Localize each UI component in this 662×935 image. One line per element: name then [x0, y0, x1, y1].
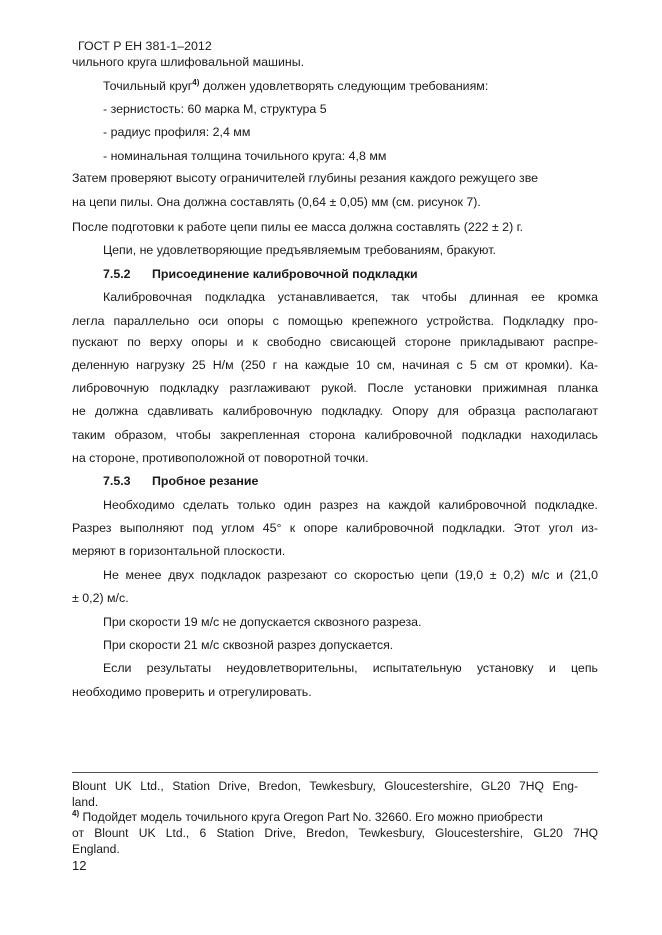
- body-line: необходимо проверить и отрегулировать.: [72, 685, 312, 699]
- body-line: После подготовки к работе цепи пилы ее масса должна составлять (222 ± 2) г.: [72, 220, 524, 234]
- body-line: Разрез выполняют под углом 45° к опоре калибровочной подкладки. Этот угол из-: [72, 521, 598, 535]
- list-item: - зернистость: 60 марка M, структура 5: [103, 102, 327, 116]
- body-line: не должна сдавливать калибровочную подкладку. Опору для образца располагают: [72, 404, 598, 418]
- footnote-line: England.: [72, 842, 120, 856]
- section-title-7-5-2: Присоединение калибровочной подкладки: [152, 267, 418, 281]
- body-line: ± 0,2) м/с.: [72, 591, 129, 605]
- body-line: либровочную подкладку разглаживают рукой. После установки прижимная планка: [72, 381, 598, 395]
- body-line: на стороне, противоположной от поворотной точки.: [72, 451, 369, 465]
- footnote-4: $^{4)}$ Подойдет модель точильного круга Oregon Part No. 32660. Его можно приобрести: [72, 808, 543, 824]
- footnote-line: land.: [72, 795, 99, 809]
- body-line: меряют в горизонтальной плоскости.: [72, 544, 286, 558]
- section-title-7-5-3: Пробное резание: [152, 474, 259, 488]
- section-number-7-5-2: 7.5.2: [103, 267, 131, 281]
- body-line: Точильный круг$^{4)}$ должен удовлетворять следующим требованиям:: [103, 77, 489, 93]
- footnote-mark-4: 4): [72, 808, 80, 818]
- body-line: таким образом, чтобы закрепленная сторона калибровочной подкладки находилась: [72, 428, 598, 442]
- body-line: При скорости 21 м/с сквозной разрез допускается.: [103, 638, 394, 652]
- list-item: - радиус профиля: 2,4 мм: [103, 125, 251, 139]
- body-line: пускают по верху опоры и к свободно свисающей стороне прикладывают распре-: [72, 335, 598, 349]
- body-line: чильного круга шлифовальной машины.: [72, 55, 305, 69]
- section-number-7-5-3: 7.5.3: [103, 474, 131, 488]
- list-item: - номинальная толщина точильного круга: 4,8 мм: [103, 149, 387, 163]
- footnote-divider: [72, 772, 598, 773]
- footnote-ref-4: 4): [192, 77, 200, 87]
- body-line: Цепи, не удовлетворяющие предъявляемым требованиям, бракуют.: [103, 243, 496, 257]
- body-line: Затем проверяют высоту ограничителей глубины резания каждого режущего зве: [72, 171, 539, 185]
- body-line: При скорости 19 м/с не допускается сквозного разреза.: [103, 615, 422, 629]
- body-line: Необходимо сделать только один разрез на каждой калибровочной подкладке.: [103, 498, 598, 512]
- body-line: Не менее двух подкладок разрезают со скоростью цепи (19,0 ± 0,2) м/с и (21,0: [103, 568, 598, 582]
- body-line: Калибровочная подкладка устанавливается, так чтобы длинная ее кромка: [103, 290, 598, 304]
- footnote-line: Blount UK Ltd., Station Drive, Bredon, Tewkesbury, Gloucestershire, GL20 7HQ Eng-: [72, 779, 578, 793]
- body-line: Если результаты неудовлетворительны, испытательную установку и цепь: [103, 661, 598, 675]
- body-line: легла параллельно оси опоры с помощью крепежного устройства. Подкладку про-: [72, 314, 598, 328]
- body-line: на цепи пилы. Она должна составлять (0,64 ± 0,05) мм (см. рисунок 7).: [72, 195, 481, 209]
- body-line: деленную нагрузку 25 Н/м (250 г на каждые 10 см, начиная с 5 см от кромки). Ка-: [72, 358, 598, 372]
- footnote-line: от Blount UK Ltd., 6 Station Drive, Bredon, Tewkesbury, Gloucestershire, GL20 7HQ: [72, 826, 598, 840]
- document-header-code: ГОСТ Р ЕН 381-1–2012: [78, 39, 212, 53]
- page-number: 12: [72, 858, 87, 873]
